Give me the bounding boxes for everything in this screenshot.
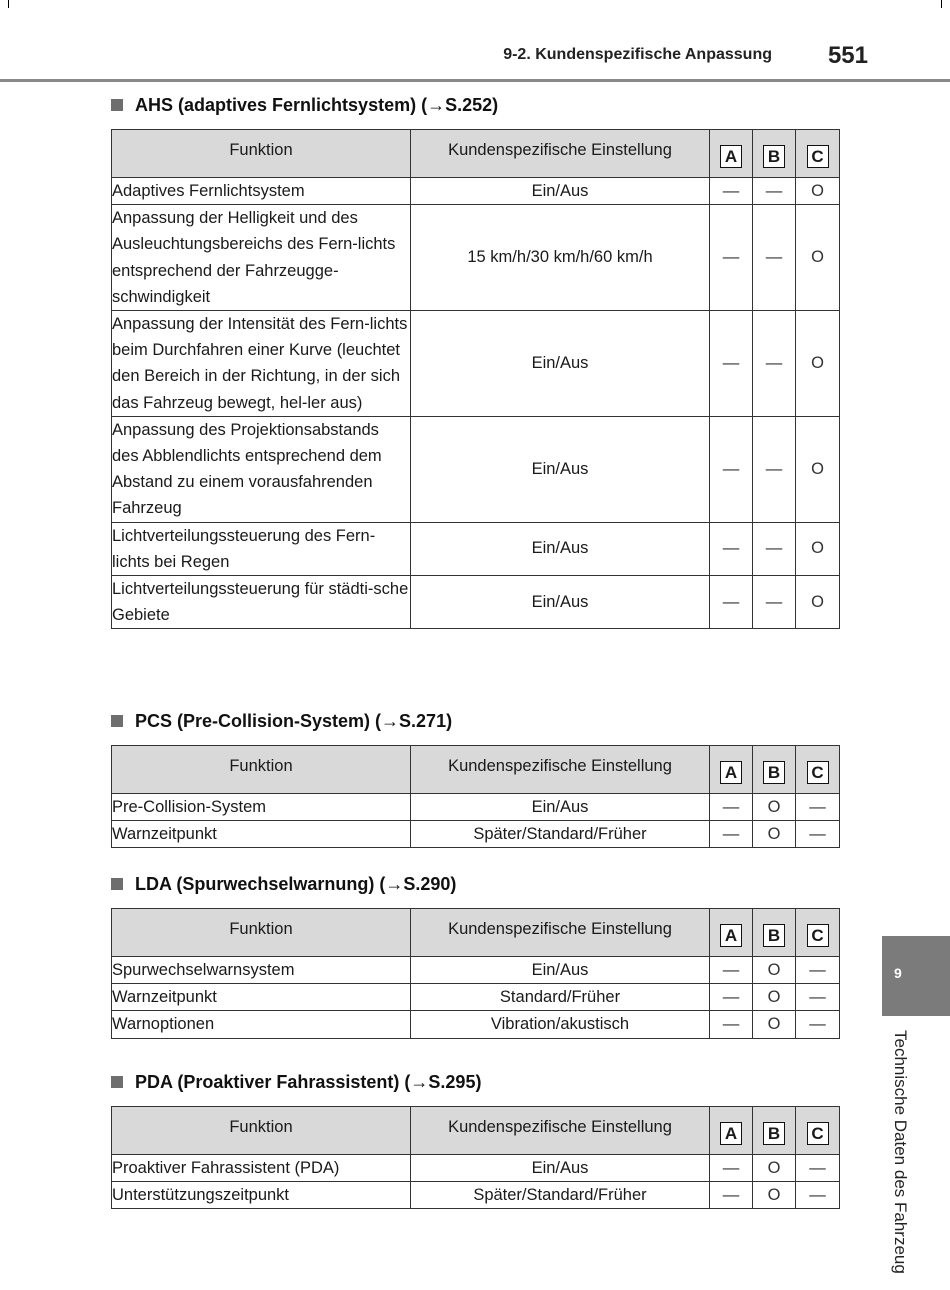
cell-a: —	[710, 1182, 753, 1209]
cell-b: —	[753, 205, 796, 311]
letter-c-box: C	[807, 924, 829, 947]
table-row	[112, 957, 840, 984]
table-row	[112, 178, 840, 205]
section-heading-pda	[111, 1070, 481, 1094]
table-row	[112, 522, 840, 575]
cell-c: O	[796, 205, 840, 311]
cell-b: O	[753, 1011, 796, 1038]
table-lda	[111, 908, 840, 1039]
cell-c: O	[796, 416, 840, 522]
col-header-b	[753, 130, 796, 178]
letter-a-box: A	[720, 761, 742, 784]
section-heading-pcs	[111, 709, 452, 733]
cell-c: O	[796, 178, 840, 205]
col-header-a	[710, 130, 753, 178]
chapter-side-label: Technische Daten des Fahrzeug	[891, 1030, 910, 1274]
cell-setting: Später/Standard/Früher	[411, 821, 710, 848]
cell-b: O	[753, 1182, 796, 1209]
col-header-setting: Kundenspezifische Einstellung	[411, 130, 710, 178]
section-heading-lda	[111, 872, 456, 896]
cell-setting: Vibration/akustisch	[411, 1011, 710, 1038]
col-header-b	[753, 1107, 796, 1155]
col-header-b	[753, 909, 796, 957]
square-bullet-icon	[111, 715, 123, 727]
col-header-setting: Kundenspezifische Einstellung	[411, 909, 710, 957]
cell-setting: Später/Standard/Früher	[411, 1182, 710, 1209]
table-row	[112, 205, 840, 311]
col-header-function: Funktion	[112, 909, 411, 957]
cell-c: —	[796, 1182, 840, 1209]
cell-function: Warnzeitpunkt	[112, 984, 411, 1011]
chapter-tab	[882, 936, 950, 1016]
cell-setting: Ein/Aus	[411, 416, 710, 522]
header-rule	[0, 79, 950, 82]
cell-c: —	[796, 794, 840, 821]
table-row	[112, 576, 840, 629]
table-row	[112, 821, 840, 848]
cell-function: Anpassung der Helligkeit und des Ausleuchtungsbereichs des Fern-lichts entsprechend der Fahrzeugge-schwindigkeit	[112, 205, 411, 311]
cell-setting: Standard/Früher	[411, 984, 710, 1011]
col-header-function: Funktion	[112, 746, 411, 794]
page-number: 551	[827, 42, 868, 69]
table-row	[112, 984, 840, 1011]
section-heading-ahs	[111, 93, 498, 117]
cell-function: Proaktiver Fahrassistent (PDA)	[112, 1155, 411, 1182]
chapter-header-title: 9-2. Kundenspezifische Anpassung	[503, 46, 772, 63]
table-row	[112, 1155, 840, 1182]
table-pcs	[111, 745, 840, 848]
table-row	[112, 1182, 840, 1209]
cell-setting: Ein/Aus	[411, 178, 710, 205]
cell-b: O	[753, 794, 796, 821]
letter-b-box: B	[763, 761, 785, 784]
cell-setting: Ein/Aus	[411, 794, 710, 821]
table-row	[112, 1011, 840, 1038]
chapter-tab-number: 9	[894, 965, 902, 981]
col-header-function: Funktion	[112, 130, 411, 178]
cell-b: O	[753, 957, 796, 984]
cell-a: —	[710, 1011, 753, 1038]
col-header-setting: Kundenspezifische Einstellung	[411, 1107, 710, 1155]
section-heading-text: LDA (Spurwechselwarnung) (→S.290)	[135, 873, 457, 894]
cell-b: —	[753, 522, 796, 575]
cell-c: —	[796, 957, 840, 984]
cell-setting: Ein/Aus	[411, 576, 710, 629]
cell-c: —	[796, 984, 840, 1011]
col-header-a	[710, 746, 753, 794]
cell-function: Anpassung der Intensität des Fern-lichts beim Durchfahren einer Kurve (leuchtet den Bereich in der Richtung, in der sich das Fahrzeug bewegt, hel-ler aus)	[112, 311, 411, 417]
col-header-c	[796, 909, 840, 957]
cell-a: —	[710, 416, 753, 522]
crop-mark-left	[8, 0, 9, 8]
section-heading-text: PDA (Proaktiver Fahrassistent) (→S.295)	[135, 1071, 482, 1092]
cell-setting: Ein/Aus	[411, 311, 710, 417]
letter-b-box: B	[763, 1122, 785, 1145]
table-row	[112, 311, 840, 417]
col-header-function: Funktion	[112, 1107, 411, 1155]
col-header-c	[796, 130, 840, 178]
cell-a: —	[710, 311, 753, 417]
cell-a: —	[710, 957, 753, 984]
letter-a-box: A	[720, 924, 742, 947]
cell-c: —	[796, 821, 840, 848]
cell-setting: Ein/Aus	[411, 522, 710, 575]
table-row	[112, 416, 840, 522]
cell-b: O	[753, 1155, 796, 1182]
cell-a: —	[710, 794, 753, 821]
cell-b: O	[753, 984, 796, 1011]
square-bullet-icon	[111, 99, 123, 111]
cell-a: —	[710, 522, 753, 575]
table-ahs	[111, 129, 840, 629]
section-heading-text: PCS (Pre-Collision-System) (→S.271)	[135, 710, 453, 731]
table-header-row	[112, 909, 840, 957]
letter-b-box: B	[763, 145, 785, 168]
square-bullet-icon	[111, 1076, 123, 1088]
cell-c: —	[796, 1155, 840, 1182]
col-header-b	[753, 746, 796, 794]
col-header-a	[710, 1107, 753, 1155]
col-header-a	[710, 909, 753, 957]
cell-b: —	[753, 311, 796, 417]
cell-function: Pre-Collision-System	[112, 794, 411, 821]
cell-c: O	[796, 522, 840, 575]
table-header-row	[112, 746, 840, 794]
letter-b-box: B	[763, 924, 785, 947]
cell-function: Unterstützungszeitpunkt	[112, 1182, 411, 1209]
letter-a-box: A	[720, 145, 742, 168]
cell-b: —	[753, 416, 796, 522]
letter-c-box: C	[807, 1122, 829, 1145]
col-header-c	[796, 746, 840, 794]
cell-a: —	[710, 178, 753, 205]
cell-a: —	[710, 205, 753, 311]
cell-function: Warnoptionen	[112, 1011, 411, 1038]
cell-function: Lichtverteilungssteuerung für städti-sche Gebiete	[112, 576, 411, 629]
cell-b: O	[753, 821, 796, 848]
letter-c-box: C	[807, 145, 829, 168]
table-header-row	[112, 1107, 840, 1155]
cell-function: Adaptives Fernlichtsystem	[112, 178, 411, 205]
section-heading-text: AHS (adaptives Fernlichtsystem) (→S.252)	[135, 94, 499, 115]
cell-setting: Ein/Aus	[411, 1155, 710, 1182]
square-bullet-icon	[111, 878, 123, 890]
table-header-row	[112, 130, 840, 178]
letter-c-box: C	[807, 761, 829, 784]
cell-setting: 15 km/h/30 km/h/60 km/h	[411, 205, 710, 311]
cell-b: —	[753, 576, 796, 629]
cell-c: —	[796, 1011, 840, 1038]
cell-c: O	[796, 576, 840, 629]
table-pda	[111, 1106, 840, 1209]
cell-b: —	[753, 178, 796, 205]
cell-function: Anpassung des Projektionsabstands des Abblendlichts entsprechend dem Abstand zu einem vorausfahrenden Fahrzeug	[112, 416, 411, 522]
cell-c: O	[796, 311, 840, 417]
crop-mark-right	[941, 0, 942, 8]
cell-a: —	[710, 1155, 753, 1182]
cell-setting: Ein/Aus	[411, 957, 710, 984]
cell-function: Lichtverteilungssteuerung des Fern-lichts bei Regen	[112, 522, 411, 575]
cell-a: —	[710, 984, 753, 1011]
col-header-c	[796, 1107, 840, 1155]
letter-a-box: A	[720, 1122, 742, 1145]
cell-a: —	[710, 576, 753, 629]
table-row	[112, 794, 840, 821]
cell-function: Spurwechselwarnsystem	[112, 957, 411, 984]
cell-a: —	[710, 821, 753, 848]
col-header-setting: Kundenspezifische Einstellung	[411, 746, 710, 794]
cell-function: Warnzeitpunkt	[112, 821, 411, 848]
